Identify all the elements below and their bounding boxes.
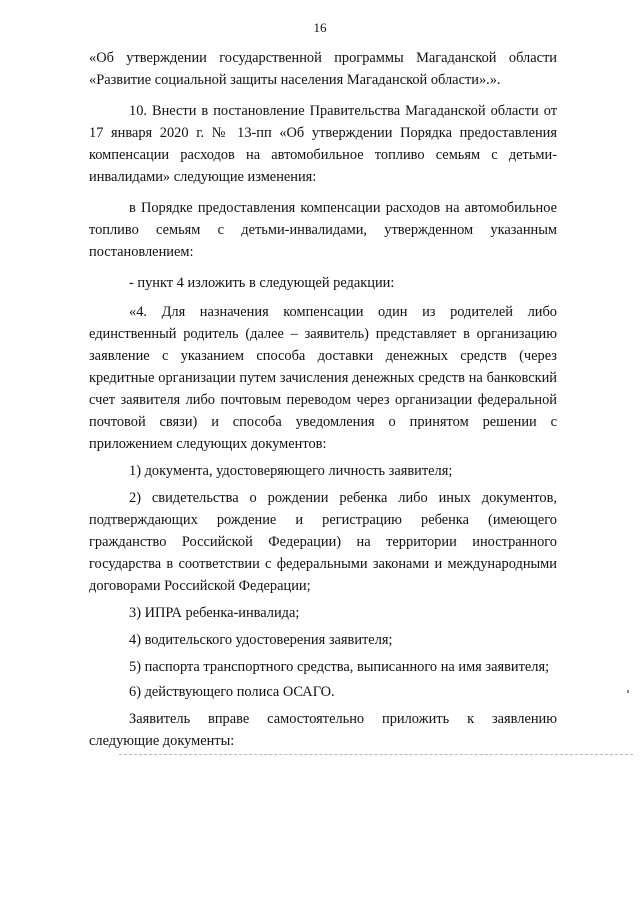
paragraph-point-4-text: «4. Для назначения компенсации один из родителей либо единственный родитель (далее – заявитель) представляет в организацию заявление с указанием способа доставки денежных средств (через кредитные организации путем зачисления денежных средств на банковский счет заявителя либо почтовым переводом через организации федеральной почтовой связи) и способа уведомления о принятом решении с приложением следующих документов:: [89, 304, 557, 452]
paragraph-point-4-intro: - пункт 4 изложить в следующей редакции:: [129, 275, 395, 291]
scan-speck: [627, 690, 629, 693]
scan-fold-line: [119, 754, 633, 755]
paragraph-item-10: 10. Внести в постановление Правительства Магаданской области от 17 января 2020 г. № 13-пп «Об утверждении Порядка предоставления компенсации расходов на автомобильное топливо семьям с детьми-инвалидами» следующие изменения:: [89, 103, 557, 185]
paragraph-optional-documents: Заявитель вправе самостоятельно приложить к заявлению следующие документы:: [89, 711, 557, 749]
list-item-6: 6) действующего полиса ОСАГО.: [129, 684, 335, 700]
paragraph-procedure-amendment: в Порядке предоставления компенсации расходов на автомобильное топливо семьям с детьми-инвалидами, утвержденном указанным постановлением:: [89, 200, 557, 260]
list-item-4: 4) водительского удостоверения заявителя;: [129, 632, 393, 648]
list-item-2: 2) свидетельства о рождении ребенка либо иных документов, подтверждающих рождение и регистрацию ребенка (имеющего гражданство Российской Федерации) на территории иностранного государства в соответствии с федеральными законами и международными договорами Российской Федерации;: [89, 490, 557, 594]
page-number: 16: [313, 20, 327, 35]
paragraph-program-title: «Об утверждении государственной программы Магаданской области «Развитие социальной защиты населения Магаданской области».».: [89, 50, 557, 88]
list-item-5: 5) паспорта транспортного средства, выписанного на имя заявителя;: [129, 659, 550, 675]
list-item-3: 3) ИПРА ребенка-инвалида;: [129, 605, 300, 621]
list-item-1: 1) документа, удостоверяющего личность заявителя;: [129, 463, 453, 479]
document-body: [89, 47, 557, 752]
